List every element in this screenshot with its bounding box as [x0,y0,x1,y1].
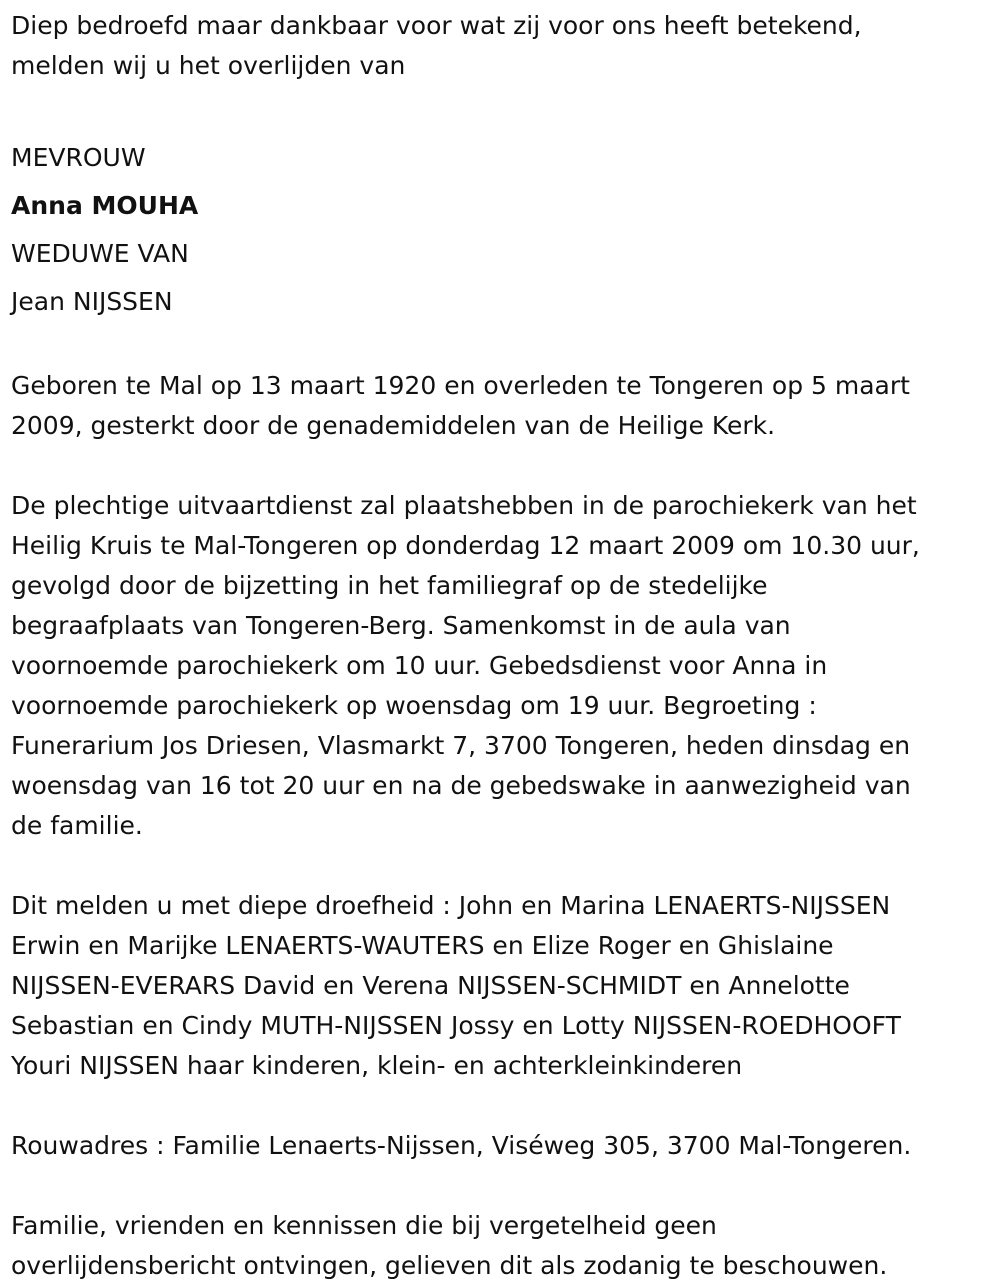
intro-line-1: Diep bedroefd maar dankbaar voor wat zij voor ons heeft betekend, [11,11,862,40]
paragraph-gap [11,1086,991,1126]
deceased-name: Anna MOUHA [11,191,199,220]
intro-line-2: melden wij u het overlijden van [11,51,406,80]
closing-line-1: Familie, vrienden en kennissen die bij vergetelheid geen [11,1211,717,1240]
mourning-address: Rouwadres : Familie Lenaerts-Nijssen, Viséweg 305, 3700 Mal-Tongeren. [11,1131,912,1160]
ceremony-line: De plechtige uitvaartdienst zal plaatshebben in de parochiekerk van het [11,491,917,520]
family-line: Erwin en Marijke LENAERTS-WAUTERS en Elize Roger en Ghislaine [11,931,834,960]
spouse-name: Jean NIJSSEN [11,287,173,316]
family-line: NIJSSEN-EVERARS David en Verena NIJSSEN-SCHMIDT en Annelotte [11,971,850,1000]
family-line: Dit melden u met diepe droefheid : John en Marina LENAERTS-NIJSSEN [11,891,891,920]
family-section [11,886,991,1086]
deceased-section [11,134,991,326]
birth-death-section [11,366,991,446]
widow-label: WEDUWE VAN [11,239,189,268]
closing-section [11,1206,991,1286]
ceremony-line: gevolgd door de bijzetting in het familiegraf op de stedelijke [11,571,768,600]
paragraph-gap [11,86,991,126]
ceremony-line: de familie. [11,811,143,840]
address-section [11,1126,991,1166]
ceremony-line: begraafplaats van Tongeren-Berg. Samenkomst in de aula van [11,611,791,640]
ceremony-line: Funerarium Jos Driesen, Vlasmarkt 7, 3700 Tongeren, heden dinsdag en [11,731,911,760]
deceased-title: MEVROUW [11,143,146,172]
birth-death-line-2: 2009, gesterkt door de genademiddelen van de Heilige Kerk. [11,411,776,440]
paragraph-gap [11,326,991,366]
paragraph-gap [11,1166,991,1206]
ceremony-line: woensdag van 16 tot 20 uur en na de gebedswake in aanwezigheid van [11,771,911,800]
paragraph-gap [11,846,991,886]
family-line: Sebastian en Cindy MUTH-NIJSSEN Jossy en Lotty NIJSSEN-ROEDHOOFT [11,1011,901,1040]
ceremony-line: Heilig Kruis te Mal-Tongeren op donderdag 12 maart 2009 om 10.30 uur, [11,531,920,560]
birth-death-line-1: Geboren te Mal op 13 maart 1920 en overleden te Tongeren op 5 maart [11,371,910,400]
intro-section [11,6,991,86]
ceremony-section [11,486,991,846]
death-notice [11,6,991,1286]
closing-line-2: overlijdensbericht ontvingen, gelieven dit als zodanig te beschouwen. [11,1251,888,1280]
ceremony-line: voornoemde parochiekerk om 10 uur. Gebedsdienst voor Anna in [11,651,828,680]
paragraph-gap [11,446,991,486]
ceremony-line: voornoemde parochiekerk op woensdag om 19 uur. Begroeting : [11,691,817,720]
family-line: Youri NIJSSEN haar kinderen, klein- en achterkleinkinderen [11,1051,743,1080]
